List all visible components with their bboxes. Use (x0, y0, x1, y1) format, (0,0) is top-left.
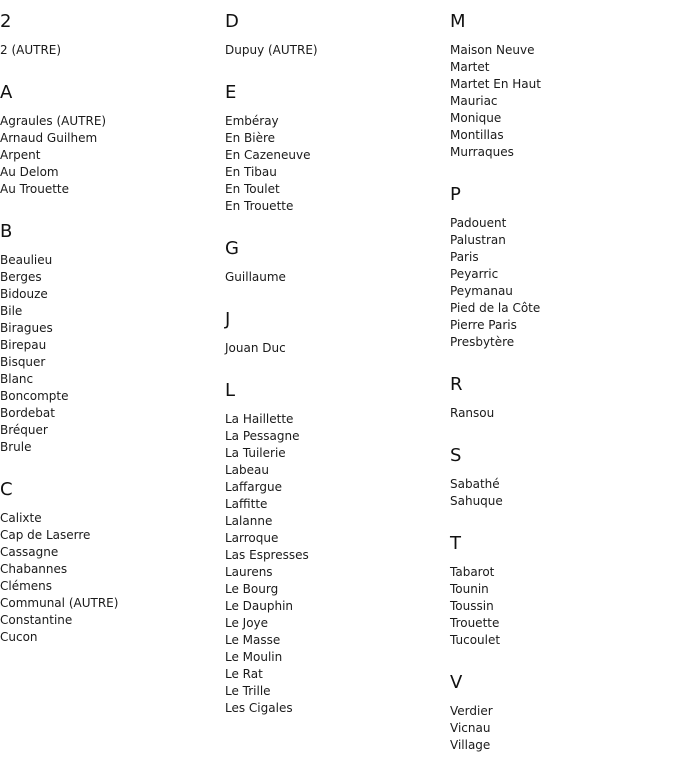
place-link[interactable]: La Pessagne (225, 429, 300, 443)
list-item (450, 703, 670, 720)
place-link[interactable]: Le Moulin (225, 650, 283, 664)
place-link[interactable]: Le Dauphin (225, 599, 294, 613)
letter-heading: J (225, 309, 231, 330)
list-item (450, 564, 670, 581)
letter-group-2 (0, 11, 220, 59)
list-item (0, 354, 220, 371)
place-link[interactable]: Martet (450, 60, 490, 74)
letter-group-a (0, 82, 220, 198)
place-list (225, 42, 445, 59)
place-link[interactable]: Calixte (0, 511, 42, 525)
list-item (0, 371, 220, 388)
list-item (0, 422, 220, 439)
letter-group-t (450, 533, 670, 649)
place-list (0, 42, 220, 59)
list-item (450, 110, 670, 127)
letter-heading: E (225, 82, 237, 103)
place-link[interactable]: Communal (AUTRE) (0, 596, 119, 610)
place-link[interactable]: La Haillette (225, 412, 294, 426)
letter-heading: G (225, 238, 239, 259)
list-item (225, 411, 445, 428)
place-link[interactable]: Padouent (450, 216, 507, 230)
list-item (450, 493, 670, 510)
list-item (450, 720, 670, 737)
place-link[interactable]: Dupuy (AUTRE) (225, 43, 318, 57)
place-link[interactable]: La Tuilerie (225, 446, 286, 460)
place-link[interactable]: Peymanau (450, 284, 513, 298)
place-link[interactable]: Las Espresses (225, 548, 309, 562)
list-item (450, 300, 670, 317)
place-link[interactable]: En Tibau (225, 165, 277, 179)
list-item (0, 337, 220, 354)
place-link[interactable]: Brule (0, 440, 32, 454)
place-link[interactable]: Constantine (0, 613, 73, 627)
place-link[interactable]: Sahuque (450, 494, 503, 508)
list-item (0, 147, 220, 164)
list-item (225, 700, 445, 717)
place-link[interactable]: Cap de Laserre (0, 528, 91, 542)
place-link[interactable]: Maison Neuve (450, 43, 535, 57)
place-link[interactable]: Laffargue (225, 480, 282, 494)
place-link[interactable]: Labeau (225, 463, 269, 477)
list-item (450, 76, 670, 93)
place-link[interactable]: Le Rat (225, 667, 263, 681)
list-item (225, 164, 445, 181)
list-item (450, 405, 670, 422)
place-list (450, 215, 670, 351)
list-item (0, 42, 220, 59)
place-link[interactable]: Laffitte (225, 497, 268, 511)
place-link[interactable]: Arnaud Guilhem (0, 131, 98, 145)
letter-group-s (450, 445, 670, 510)
place-link[interactable]: Bordebat (0, 406, 55, 420)
place-link[interactable]: Biragues (0, 321, 53, 335)
place-link[interactable]: Le Joye (225, 616, 269, 630)
place-link[interactable]: Le Masse (225, 633, 281, 647)
list-item (450, 215, 670, 232)
list-item (450, 42, 670, 59)
place-link[interactable]: Bile (0, 304, 23, 318)
list-item (0, 544, 220, 561)
letter-group-p (450, 184, 670, 351)
list-item (0, 629, 220, 646)
list-item (0, 388, 220, 405)
letter-heading: 2 (0, 11, 12, 32)
list-item (225, 42, 445, 59)
letter-heading: L (225, 380, 236, 401)
list-item (0, 252, 220, 269)
list-item (0, 286, 220, 303)
letter-heading: T (450, 533, 461, 554)
place-link[interactable]: Mauriac (450, 94, 498, 108)
list-item (0, 510, 220, 527)
place-link[interactable]: Pierre Paris (450, 318, 517, 332)
letter-heading: C (0, 479, 13, 500)
index-column-1 (0, 11, 220, 669)
list-item (0, 320, 220, 337)
place-link[interactable]: Bisquer (0, 355, 46, 369)
letter-heading: M (450, 11, 466, 32)
list-item (225, 598, 445, 615)
place-link[interactable]: En Trouette (225, 199, 294, 213)
place-link[interactable]: Cucon (0, 630, 38, 644)
list-item (225, 428, 445, 445)
place-link[interactable]: Arpent (0, 148, 41, 162)
place-link[interactable]: Tabarot (450, 565, 495, 579)
list-item (225, 615, 445, 632)
list-item (225, 496, 445, 513)
letter-group-e (225, 82, 445, 215)
list-item (450, 127, 670, 144)
place-list (225, 113, 445, 215)
place-link[interactable]: Verdier (450, 704, 493, 718)
letter-heading: A (0, 82, 13, 103)
place-list (225, 269, 445, 286)
place-list (450, 405, 670, 422)
list-item (0, 561, 220, 578)
place-link[interactable]: Vicnau (450, 721, 491, 735)
place-link[interactable]: Boncompte (0, 389, 69, 403)
list-item (450, 93, 670, 110)
place-list (0, 252, 220, 456)
place-link[interactable]: Ransou (450, 406, 495, 420)
place-link[interactable]: Trouette (450, 616, 500, 630)
index-column-2 (225, 11, 445, 740)
place-list (450, 42, 670, 161)
place-link[interactable]: Agraules (AUTRE) (0, 114, 107, 128)
place-link[interactable]: Au Trouette (0, 182, 69, 196)
place-link[interactable]: En Cazeneuve (225, 148, 311, 162)
place-link[interactable]: Laurens (225, 565, 273, 579)
letter-heading: R (450, 374, 463, 395)
list-item (225, 113, 445, 130)
letter-group-m (450, 11, 670, 161)
list-item (0, 527, 220, 544)
place-link[interactable]: Larroque (225, 531, 279, 545)
list-item (225, 340, 445, 357)
letter-group-g (225, 238, 445, 286)
place-link[interactable]: Beaulieu (0, 253, 53, 267)
place-link[interactable]: Murraques (450, 145, 514, 159)
list-item (225, 547, 445, 564)
place-link[interactable]: Paris (450, 250, 479, 264)
list-item (450, 59, 670, 76)
list-item (0, 164, 220, 181)
list-item (450, 249, 670, 266)
list-item (225, 147, 445, 164)
list-item (450, 232, 670, 249)
place-list (450, 703, 670, 754)
place-link[interactable]: Sabathé (450, 477, 500, 491)
place-link[interactable]: Monique (450, 111, 502, 125)
list-item (225, 462, 445, 479)
place-link[interactable]: Village (450, 738, 491, 752)
list-item (225, 269, 445, 286)
list-item (225, 445, 445, 462)
list-item (0, 269, 220, 286)
list-item (225, 632, 445, 649)
list-item (225, 683, 445, 700)
list-item (450, 266, 670, 283)
letter-group-j (225, 309, 445, 357)
list-item (0, 130, 220, 147)
list-item (0, 303, 220, 320)
letter-group-d (225, 11, 445, 59)
place-link[interactable]: Chabannes (0, 562, 68, 576)
list-item (450, 283, 670, 300)
place-link[interactable]: En Toulet (225, 182, 280, 196)
place-list (0, 113, 220, 198)
list-item (450, 615, 670, 632)
place-link[interactable]: Le Trille (225, 684, 271, 698)
place-link[interactable]: Jouan Duc (225, 341, 286, 355)
place-list (225, 411, 445, 717)
place-link[interactable]: Tounin (450, 582, 489, 596)
list-item (225, 181, 445, 198)
place-link[interactable]: Cassagne (0, 545, 59, 559)
place-link[interactable]: Peyarric (450, 267, 499, 281)
place-list (450, 564, 670, 649)
list-item (225, 479, 445, 496)
place-link[interactable]: Tucoulet (450, 633, 501, 647)
index-column-3 (450, 11, 670, 777)
place-list (0, 510, 220, 646)
place-link[interactable]: Martet En Haut (450, 77, 541, 91)
list-item (0, 439, 220, 456)
letter-heading: P (450, 184, 461, 205)
place-link[interactable]: En Bière (225, 131, 276, 145)
place-link[interactable]: Blanc (0, 372, 34, 386)
list-item (225, 649, 445, 666)
place-link[interactable]: Clémens (0, 579, 53, 593)
list-item (0, 405, 220, 422)
place-link[interactable]: Palustran (450, 233, 506, 247)
place-link[interactable]: Montillas (450, 128, 504, 142)
list-item (225, 513, 445, 530)
place-list (225, 340, 445, 357)
place-link[interactable]: 2 (AUTRE) (0, 43, 62, 57)
list-item (450, 598, 670, 615)
letter-group-l (225, 380, 445, 717)
list-item (0, 181, 220, 198)
letter-group-r (450, 374, 670, 422)
list-item (225, 666, 445, 683)
letter-heading: B (0, 221, 13, 242)
place-link[interactable]: Presbytère (450, 335, 515, 349)
list-item (225, 530, 445, 547)
place-link[interactable]: Embéray (225, 114, 279, 128)
list-item (0, 595, 220, 612)
list-item (0, 578, 220, 595)
letter-group-c (0, 479, 220, 646)
letter-group-b (0, 221, 220, 456)
place-link[interactable]: Bréquer (0, 423, 48, 437)
place-link[interactable]: Lalanne (225, 514, 273, 528)
place-link[interactable]: Pied de la Côte (450, 301, 541, 315)
letter-heading: V (450, 672, 463, 693)
place-link[interactable]: Berges (0, 270, 42, 284)
place-list (450, 476, 670, 510)
place-link[interactable]: Guillaume (225, 270, 286, 284)
list-item (450, 476, 670, 493)
place-link[interactable]: Au Delom (0, 165, 59, 179)
place-link[interactable]: Bidouze (0, 287, 48, 301)
list-item (450, 317, 670, 334)
letter-group-v (450, 672, 670, 754)
letter-heading: S (450, 445, 462, 466)
letter-heading: D (225, 11, 239, 32)
list-item (225, 198, 445, 215)
list-item (450, 334, 670, 351)
list-item (225, 564, 445, 581)
place-link[interactable]: Les Cigales (225, 701, 293, 715)
list-item (225, 130, 445, 147)
list-item (0, 612, 220, 629)
list-item (225, 581, 445, 598)
place-link[interactable]: Toussin (450, 599, 494, 613)
place-link[interactable]: Le Bourg (225, 582, 279, 596)
list-item (450, 581, 670, 598)
list-item (450, 144, 670, 161)
place-link[interactable]: Birepau (0, 338, 47, 352)
list-item (450, 632, 670, 649)
list-item (450, 737, 670, 754)
list-item (0, 113, 220, 130)
